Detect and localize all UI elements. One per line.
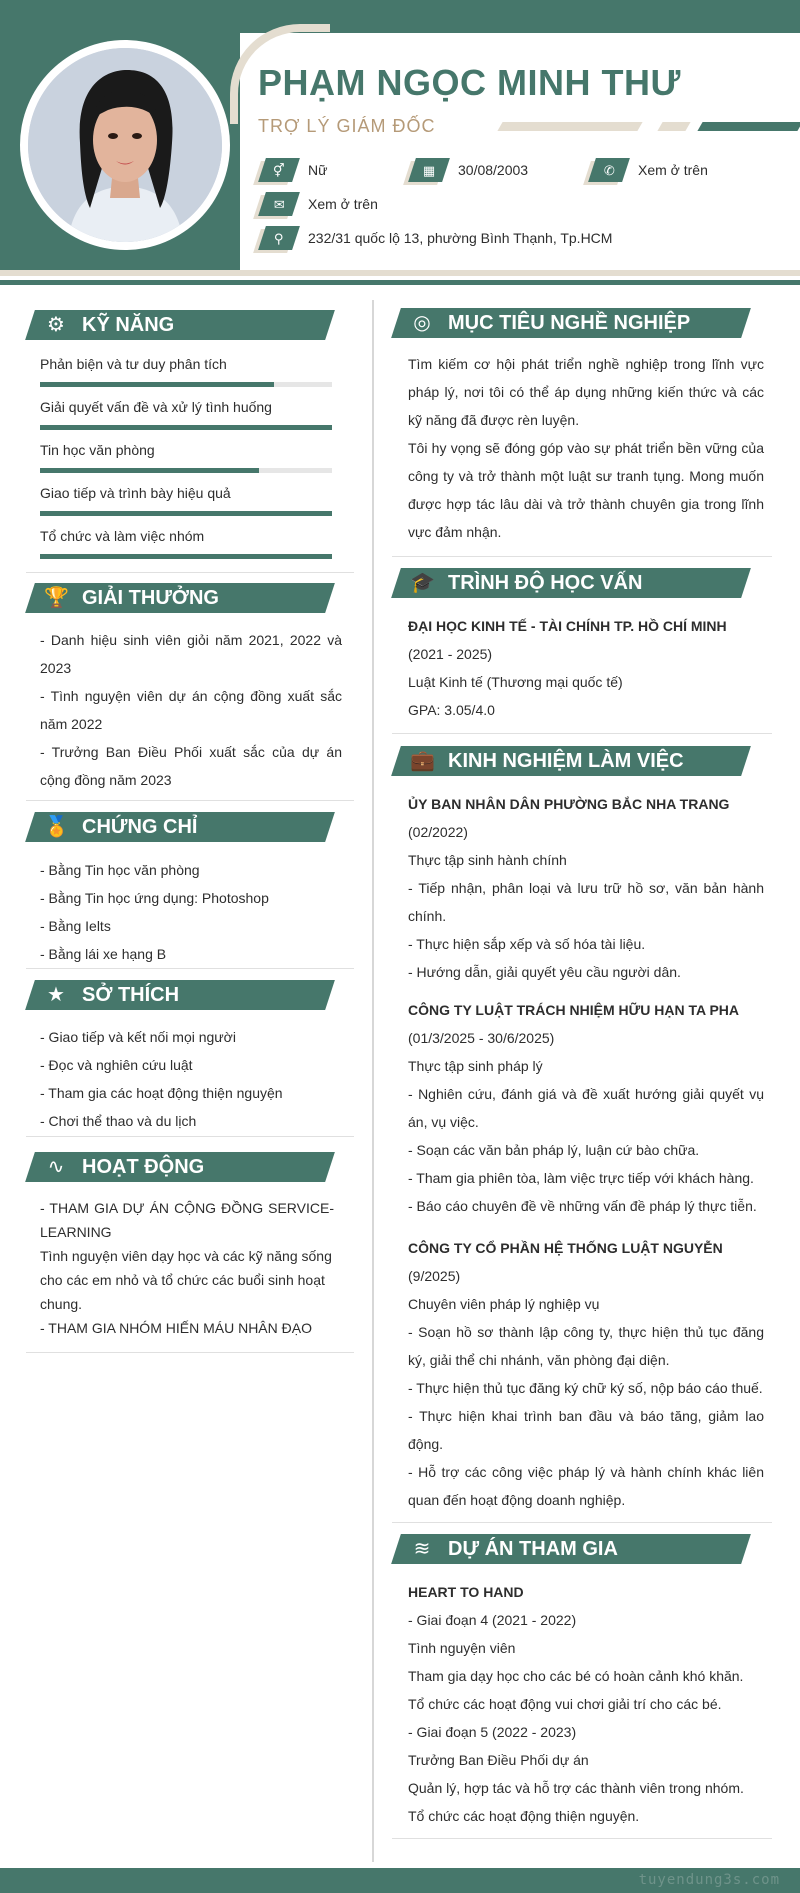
skill-bar <box>40 554 332 559</box>
section-skills-header <box>30 310 330 340</box>
section-experience-header <box>396 746 746 776</box>
certificate-item: - Bằng Tin học ứng dụng: Photoshop <box>40 890 269 906</box>
job-duty: - Tiếp nhận, phân loại và lưu trữ hồ sơ, văn bản hành chính. <box>408 880 764 924</box>
project-line: Tổ chức các hoạt động vui chơi giải trí cho các bé. <box>408 1696 722 1712</box>
section-title: TRÌNH ĐỘ HỌC VẤN <box>448 572 643 594</box>
job-period: (02/2022) <box>408 824 468 840</box>
section-title: KỸ NĂNG <box>82 314 175 336</box>
section-title: DỰ ÁN THAM GIA <box>448 1538 618 1560</box>
hobby-item: - Đọc và nghiên cứu luật <box>40 1057 193 1073</box>
gender-value: Nữ <box>308 162 328 178</box>
job-company: ỦY BAN NHÂN DÂN PHƯỜNG BẮC NHA TRANG <box>408 796 730 812</box>
section-separator <box>26 572 354 573</box>
birthday-value: 30/08/2003 <box>458 162 529 178</box>
section-awards-header <box>30 583 330 613</box>
certificates-list <box>40 856 342 968</box>
email-icon: ✉ <box>258 192 300 216</box>
skill-label: Phản biện và tư duy phân tích <box>40 356 227 372</box>
section-title: MỤC TIÊU NGHỀ NGHIỆP <box>448 312 691 334</box>
job-duty: - Thực hiện khai trình ban đầu và báo tăng, giảm lao động. <box>408 1408 764 1452</box>
hobby-item: - Tham gia các hoạt động thiện nguyện <box>40 1085 283 1101</box>
section-title: SỞ THÍCH <box>82 984 180 1006</box>
candidate-role: TRỢ LÝ GIÁM ĐỐC <box>258 116 436 136</box>
star-icon: ★ <box>47 984 65 1006</box>
objective-text <box>408 350 764 546</box>
skill-bar-fill <box>40 468 259 473</box>
section-objective-header <box>396 308 746 338</box>
avatar <box>28 48 222 242</box>
job-period: (9/2025) <box>408 1268 461 1284</box>
address-value: 232/31 quốc lộ 13, phường Bình Thạnh, Tp.HCM <box>308 230 613 246</box>
project-line: Tình nguyện viên <box>408 1640 516 1656</box>
certificate-item: - Bằng Tin học văn phòng <box>40 862 200 878</box>
phone-value: Xem ở trên <box>638 162 708 178</box>
hobby-item: - Chơi thể thao và du lịch <box>40 1113 197 1129</box>
phone-info <box>592 158 708 182</box>
graduation-cap-icon: 🎓 <box>410 572 435 594</box>
experience-job <box>408 996 764 1220</box>
section-title: KINH NGHIỆM LÀM VIỆC <box>448 750 684 772</box>
job-duty: - Hỗ trợ các công việc pháp lý và hành chính khác liên quan đến hoạt động doanh nghiệp. <box>408 1464 764 1508</box>
calendar-icon: ▦ <box>408 158 450 182</box>
location-icon: ⚲ <box>258 226 300 250</box>
job-duty: - Hướng dẫn, giải quyết yêu cầu người dân. <box>408 964 681 980</box>
education-gpa: GPA: 3.05/4.0 <box>408 702 495 718</box>
email-info <box>262 192 378 216</box>
section-separator <box>26 800 354 801</box>
trophy-icon: 🏆 <box>44 587 69 609</box>
project-line: - Giai đoạn 4 (2021 - 2022) <box>408 1612 577 1628</box>
briefcase-icon: 💼 <box>410 750 435 772</box>
section-title: CHỨNG CHỈ <box>82 816 198 838</box>
job-duty: - Soạn các văn bản pháp lý, luận cứ bào chữa. <box>408 1142 700 1158</box>
skill-bar-fill <box>40 511 332 516</box>
objective-paragraph: Tôi hy vọng sẽ đóng góp vào sự phát triển bền vững của công ty và trở thành một luật sư tranh tụng. Mong muốn được hợp tác lâu dài và trở thành chuyên gia trong lĩnh vực đảm nhận. <box>408 440 764 540</box>
role-accent-line <box>497 122 642 131</box>
role-accent-line <box>697 122 800 131</box>
experience-job <box>408 790 764 986</box>
award-item: - Danh hiệu sinh viên giỏi năm 2021, 2022 và 2023 <box>40 632 342 676</box>
award-item: - Tình nguyện viên dự án cộng đồng xuất sắc năm 2022 <box>40 688 342 732</box>
job-duty: - Báo cáo chuyên đề về những vấn đề pháp lý thực tiễn. <box>408 1198 757 1214</box>
skill-bar-fill <box>40 425 332 430</box>
section-certificates-header <box>30 812 330 842</box>
activity-item: - THAM GIA NHÓM HIẾN MÁU NHÂN ĐẠO <box>40 1320 312 1336</box>
target-icon: ◎ <box>413 312 431 334</box>
job-position: Chuyên viên pháp lý nghiệp vụ <box>408 1296 600 1312</box>
header-divider <box>0 270 800 276</box>
section-separator <box>392 1838 772 1839</box>
header-divider-line <box>0 280 800 285</box>
education-major: Luật Kinh tế (Thương mại quốc tế) <box>408 674 623 690</box>
hobbies-list <box>40 1023 342 1135</box>
activities-list <box>40 1196 334 1340</box>
skill-label: Tin học văn phòng <box>40 442 155 458</box>
project-line: Trưởng Ban Điều Phối dự án <box>408 1752 589 1768</box>
job-duty: - Tham gia phiên tòa, làm việc trực tiếp với khách hàng. <box>408 1170 754 1186</box>
job-company: CÔNG TY CỔ PHẦN HỆ THỐNG LUẬT NGUYỄN <box>408 1240 723 1256</box>
project-name: HEART TO HAND <box>408 1584 524 1600</box>
job-company: CÔNG TY LUẬT TRÁCH NHIỆM HỮU HẠN TA PHA <box>408 1002 740 1018</box>
section-separator <box>26 1136 354 1137</box>
project-line: Tổ chức các hoạt động thiện nguyện. <box>408 1808 640 1824</box>
section-separator <box>26 1352 354 1353</box>
skill-bar-fill <box>40 382 274 387</box>
gender-info <box>262 158 327 182</box>
footer-watermark: tuyendung3s.com <box>638 1872 780 1888</box>
column-divider <box>372 300 374 1862</box>
section-separator <box>26 968 354 969</box>
skill-label: Tổ chức và làm việc nhóm <box>40 528 205 544</box>
skill-bar-fill <box>40 554 332 559</box>
job-duty: - Thực hiện thủ tục đăng ký chữ ký số, nộp báo cáo thuế. <box>408 1380 763 1396</box>
objective-paragraph: Tìm kiếm cơ hội phát triển nghề nghiệp trong lĩnh vực pháp lý, nơi tôi có thể áp dụng những kiến thức và các kỹ năng đã được rèn luyện. <box>408 356 764 428</box>
layers-icon: ≋ <box>413 1538 431 1560</box>
skill-label: Giao tiếp và trình bày hiệu quả <box>40 485 231 501</box>
section-activities-header <box>30 1152 330 1182</box>
experience-job <box>408 1234 764 1514</box>
job-duty: - Thực hiện sắp xếp và số hóa tài liệu. <box>408 936 646 952</box>
gear-icon: ⚙ <box>47 314 65 336</box>
skill-label: Giải quyết vấn đề và xử lý tình huống <box>40 399 272 415</box>
skill-bar <box>40 382 332 387</box>
awards-list <box>40 626 342 794</box>
header-top-band <box>0 0 800 33</box>
project-line: Quản lý, hợp tác và hỗ trợ các thành viên trong nhóm. <box>408 1780 744 1796</box>
section-education-header <box>396 568 746 598</box>
pulse-icon: ∿ <box>47 1156 65 1178</box>
section-hobbies-header <box>30 980 330 1010</box>
gender-icon: ⚥ <box>258 158 300 182</box>
job-position: Thực tập sinh hành chính <box>408 852 567 868</box>
section-separator <box>392 1522 772 1523</box>
birthday-info <box>412 158 528 182</box>
skill-bar <box>40 468 332 473</box>
section-projects-header <box>396 1534 746 1564</box>
section-separator <box>392 733 772 734</box>
job-duty: - Soạn hồ sơ thành lập công ty, thực hiện thủ tục đăng ký, giải thể chi nhánh, văn phòng đại diện. <box>408 1324 764 1368</box>
certificate-item: - Bằng lái xe hạng B <box>40 946 167 962</box>
section-title: GIẢI THƯỞNG <box>82 587 219 609</box>
email-value: Xem ở trên <box>308 196 378 212</box>
job-position: Thực tập sinh pháp lý <box>408 1058 543 1074</box>
medal-icon: 🏅 <box>44 816 69 838</box>
project-line: - Giai đoạn 5 (2022 - 2023) <box>408 1724 577 1740</box>
candidate-name: PHẠM NGỌC MINH THƯ <box>258 62 681 103</box>
section-separator <box>392 556 772 557</box>
address-info <box>262 226 612 250</box>
activity-item: - THAM GIA DỰ ÁN CỘNG ĐỒNG SERVICE-LEARNING <box>40 1200 334 1240</box>
job-duty: - Nghiên cứu, đánh giá và đề xuất hướng giải quyết vụ án, vụ việc. <box>408 1086 764 1130</box>
job-period: (01/3/2025 - 30/6/2025) <box>408 1030 555 1046</box>
activity-item: Tình nguyện viên dạy học và các kỹ năng sống cho các em nhỏ và tổ chức các buổi sinh hoạt chung. <box>40 1248 332 1312</box>
education-school: ĐẠI HỌC KINH TẾ - TÀI CHÍNH TP. HỒ CHÍ MINH <box>408 618 727 634</box>
award-item: - Trưởng Ban Điều Phối xuất sắc của dự án cộng đồng năm 2023 <box>40 744 342 788</box>
skill-bar <box>40 425 332 430</box>
certificate-item: - Bằng Ielts <box>40 918 111 934</box>
education-details <box>408 612 764 724</box>
phone-icon: ✆ <box>588 158 630 182</box>
education-period: (2021 - 2025) <box>408 646 493 662</box>
hobby-item: - Giao tiếp và kết nối mọi người <box>40 1029 236 1045</box>
project-line: Tham gia dạy học cho các bé có hoàn cảnh khó khăn. <box>408 1668 744 1684</box>
section-title: HOẠT ĐỘNG <box>82 1156 205 1178</box>
project-details <box>408 1578 764 1830</box>
skill-bar <box>40 511 332 516</box>
role-accent-line <box>657 122 690 131</box>
